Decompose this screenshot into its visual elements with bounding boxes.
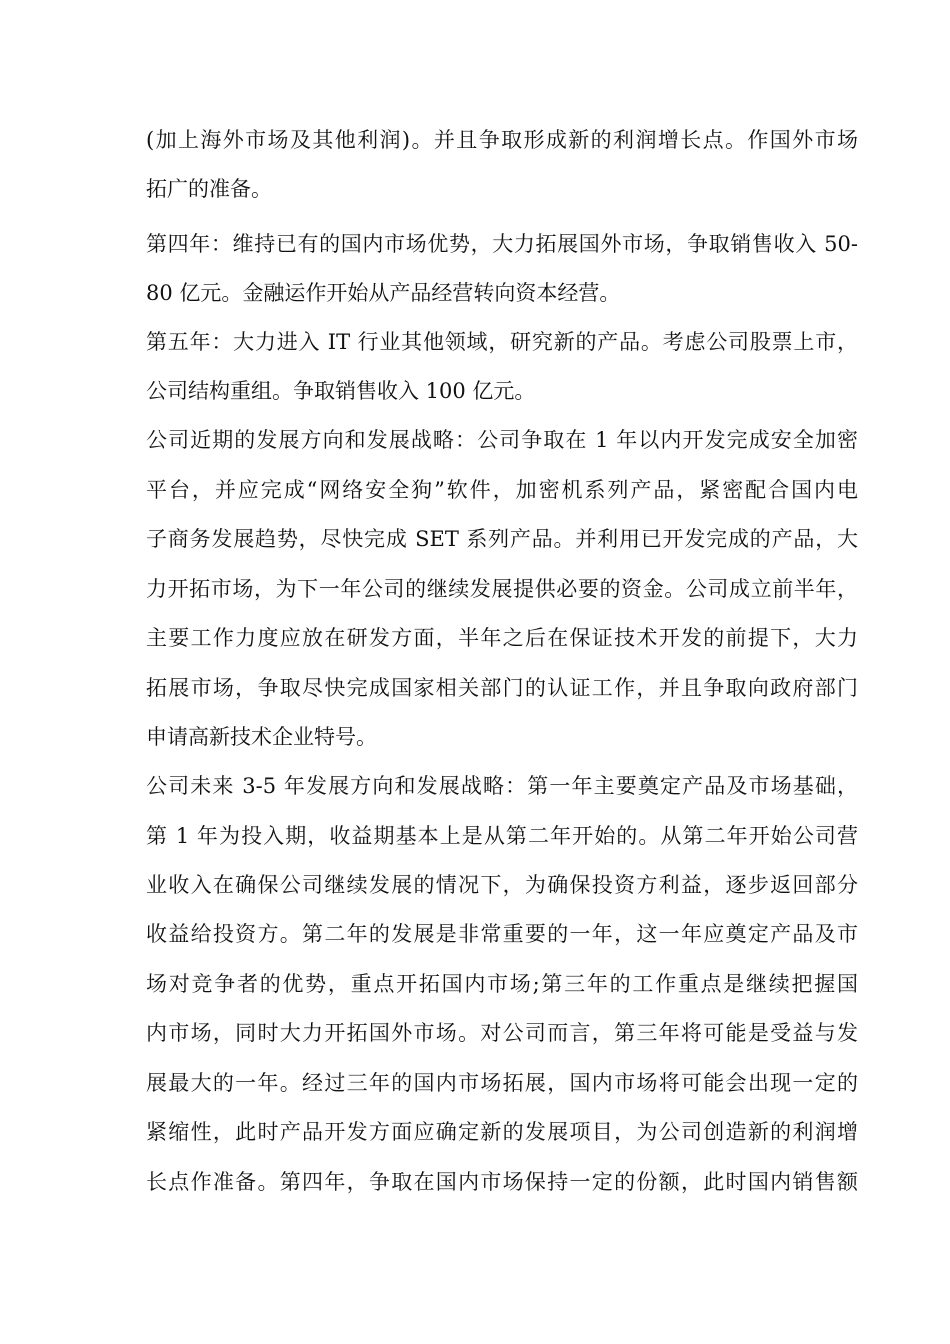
text-line-5: 第五年：大力进入 IT 行业其他领域，研究新的产品。考虑公司股票上市，	[146, 330, 858, 354]
text-line-17: 收益给投资方。第二年的发展是非常重要的一年，这一年应奠定产品及市	[146, 922, 858, 946]
text-line-22: 长点作准备。第四年，争取在国内市场保持一定的份额，此时国内销售额	[146, 1170, 858, 1194]
text-line-6: 公司结构重组。争取销售收入 100 亿元。	[146, 379, 536, 403]
text-line-16: 业收入在确保公司继续发展的情况下，为确保投资方利益，逐步返回部分	[146, 873, 858, 897]
text-line-11: 主要工作力度应放在研发方面，半年之后在保证技术开发的前提下，大力	[146, 626, 858, 650]
text-line-21: 紧缩性，此时产品开发方面应确定新的发展项目，为公司创造新的利润增	[146, 1120, 858, 1144]
text-line-20: 展最大的一年。经过三年的国内市场拓展，国内市场将可能会出现一定的	[146, 1071, 858, 1095]
text-line-12: 拓展市场，争取尽快完成国家相关部门的认证工作，并且争取向政府部门	[146, 676, 858, 700]
text-line-1: (加上海外市场及其他利润)。并且争取形成新的利润增长点。作国外市场	[146, 128, 858, 152]
text-line-4: 80 亿元。金融运作开始从产品经营转向资本经营。	[146, 281, 621, 305]
text-line-9: 子商务发展趋势，尽快完成 SET 系列产品。并利用已开发完成的产品，大	[146, 527, 858, 551]
text-line-15: 第 1 年为投入期，收益期基本上是从第二年开始的。从第二年开始公司营	[146, 824, 858, 848]
text-line-19: 内市场，同时大力开拓国外市场。对公司而言，第三年将可能是受益与发	[146, 1021, 858, 1045]
text-line-13: 申请高新技术企业特号。	[146, 725, 377, 749]
text-line-18: 场对竞争者的优势，重点开拓国内市场;第三年的工作重点是继续把握国	[146, 972, 858, 996]
text-line-3: 第四年：维持已有的国内市场优势，大力拓展国外市场，争取销售收入 50-	[146, 232, 858, 256]
text-line-2: 拓广的准备。	[146, 177, 272, 201]
text-line-7: 公司近期的发展方向和发展战略：公司争取在 1 年以内开发完成安全加密	[146, 428, 858, 452]
text-line-10: 力开拓市场，为下一年公司的继续发展提供必要的资金。公司成立前半年，	[146, 577, 858, 601]
text-line-14: 公司未来 3-5 年发展方向和发展战略：第一年主要奠定产品及市场基础，	[146, 774, 858, 798]
text-line-8: 平台，并应完成“网络安全狗”软件，加密机系列产品，紧密配合国内电	[146, 478, 858, 502]
